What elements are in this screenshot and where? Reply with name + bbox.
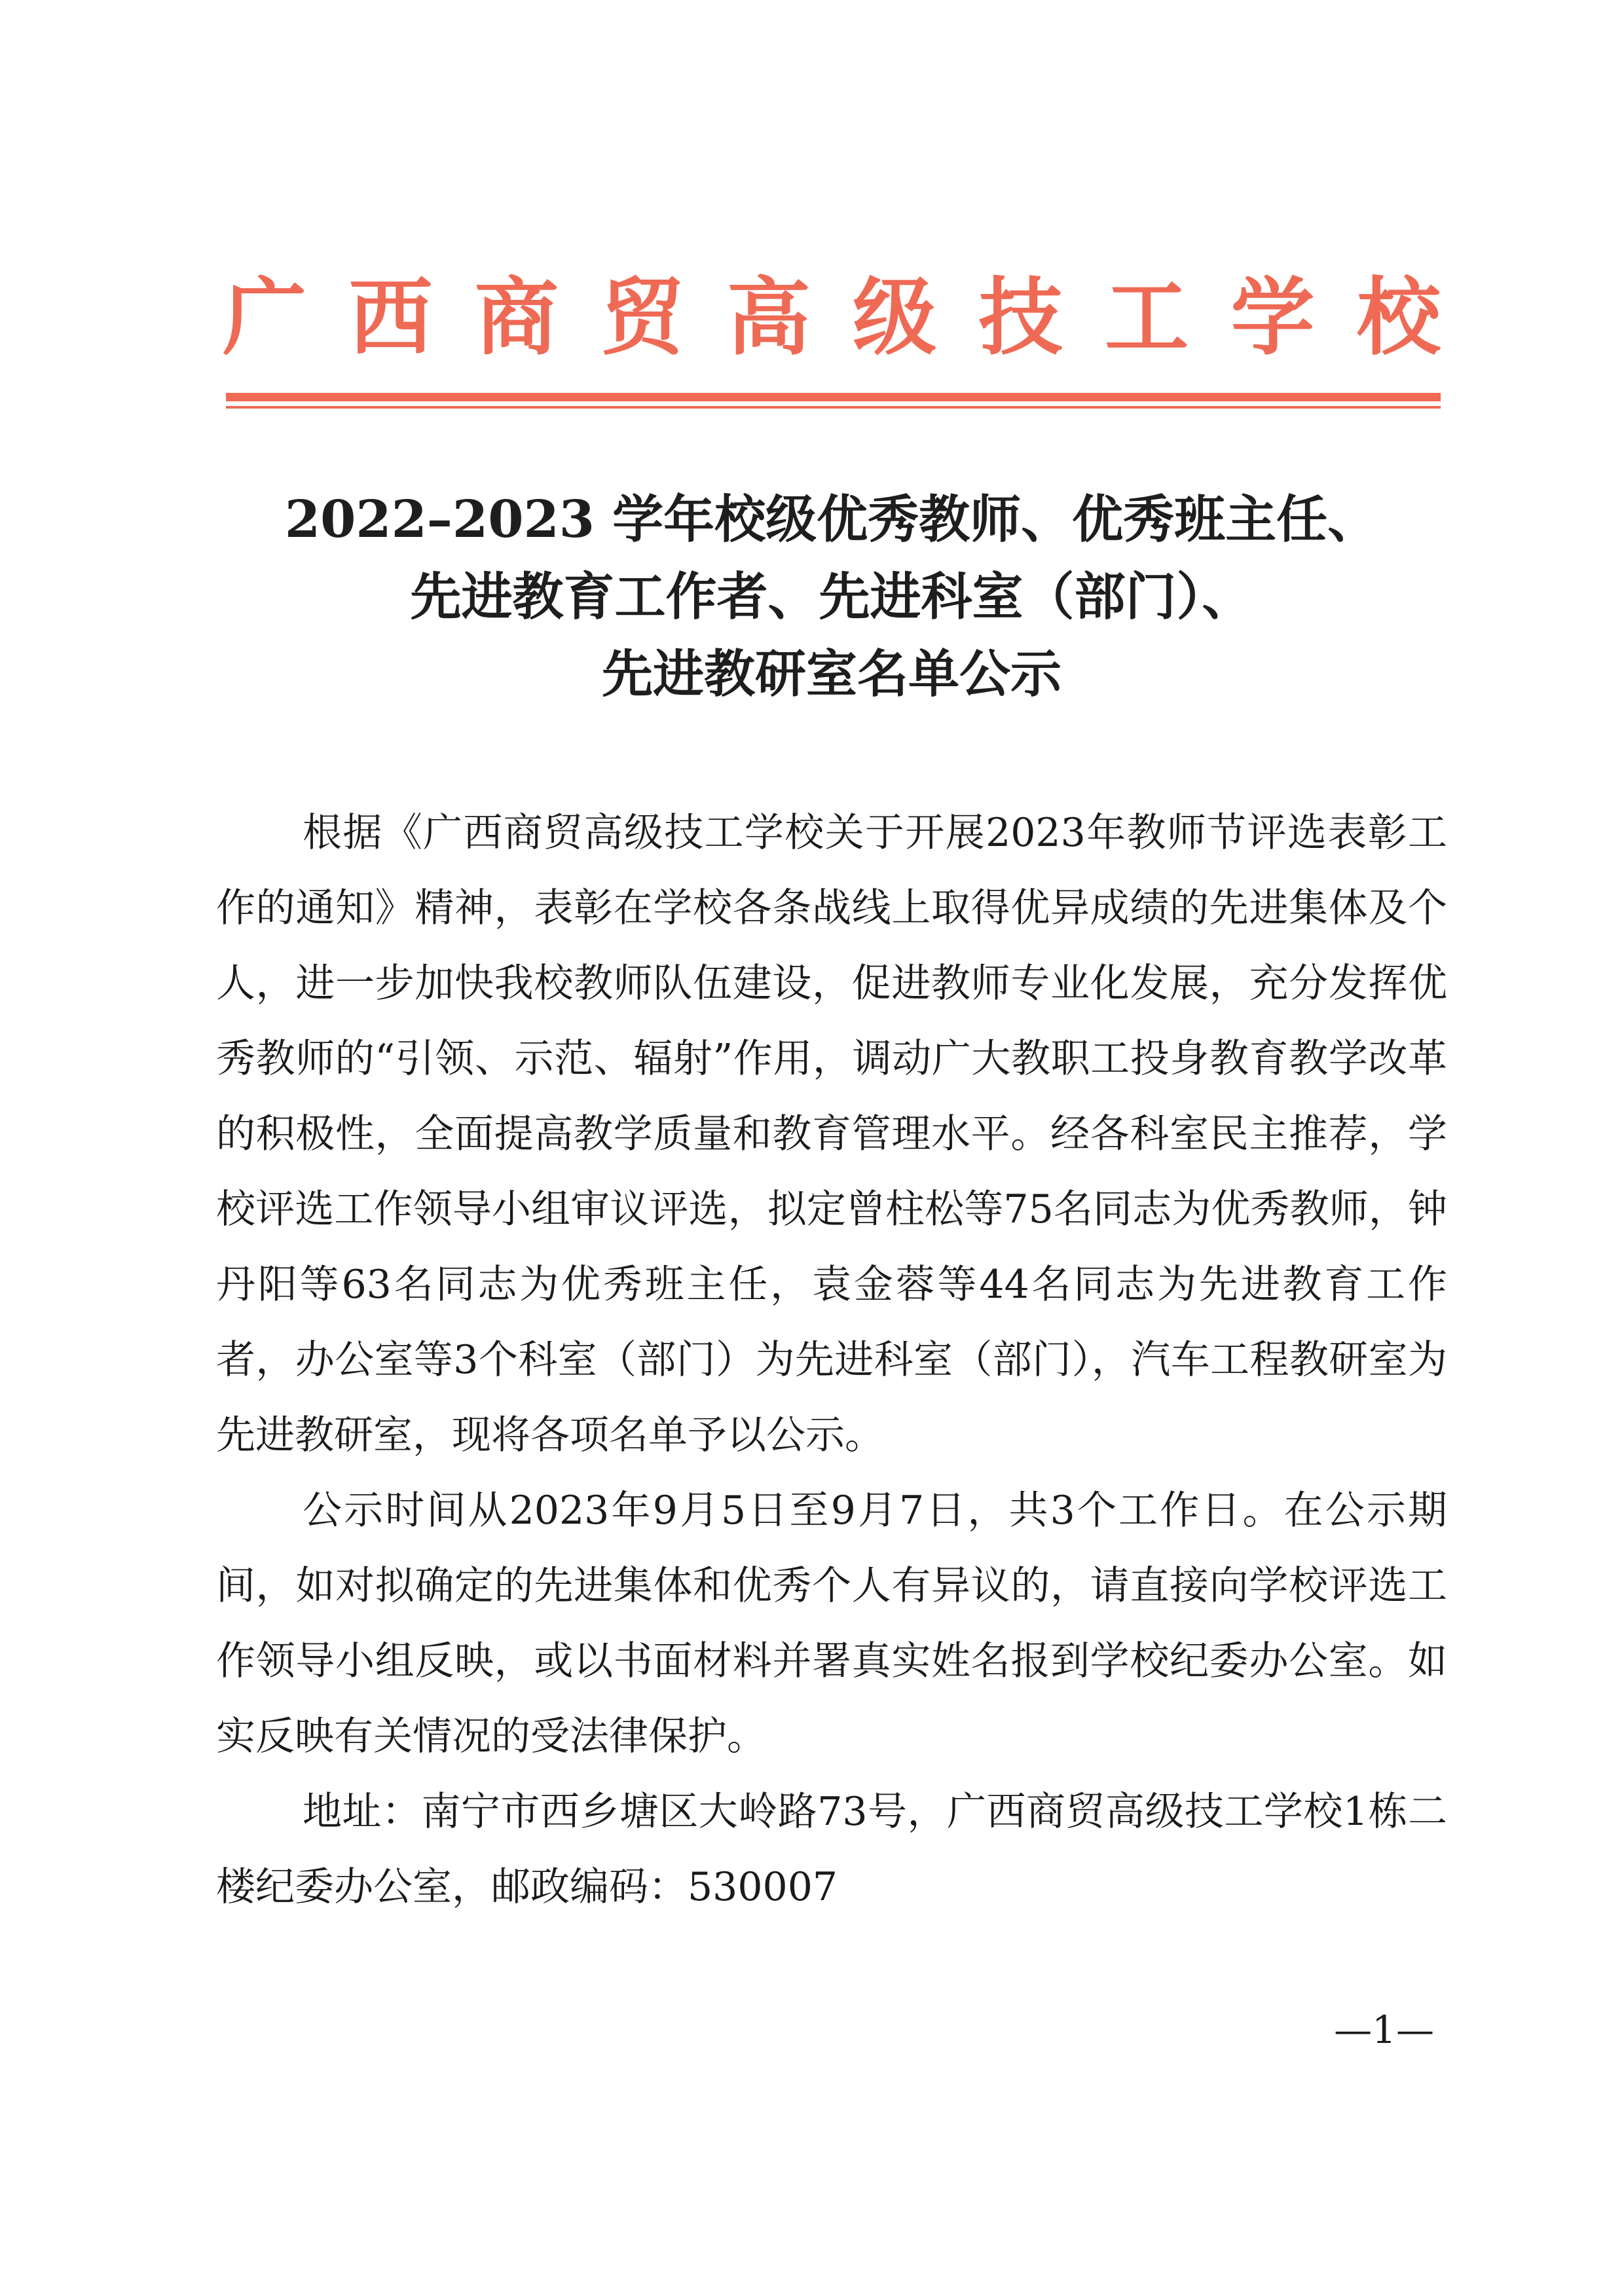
letterhead-char: 学 <box>1230 268 1315 367</box>
letterhead-char: 校 <box>1356 268 1441 367</box>
document-title-line: 先进教育工作者、先进科室（部门）、 <box>410 567 1253 627</box>
letterhead-char: 广 <box>223 268 307 367</box>
document-title-line: 2022–2023 学年校级优秀教师、优秀班主任、 <box>284 490 1379 549</box>
address-paragraph: 地址：南宁市西乡塘区大岭路73号，广西商贸高级技工学校1栋二楼纪委办公室，邮政编码：530007 <box>216 1789 1447 1910</box>
letterhead-divider-thin <box>226 406 1441 409</box>
letterhead-char: 级 <box>853 268 937 367</box>
document-title-line: 先进教研室名单公示 <box>601 644 1061 704</box>
body-paragraph: 根据《广西商贸高级技工学校关于开展2023年教师节评选表彰工作的通知》精神，表彰在学校各条战线上取得优异成绩的先进集体及个人，进一步加快我校教师队伍建设，促进教师专业化发展，充分发挥优秀教师的“引领、示范、辐射”作用，调动广大教职工投身教育教学改革的积极性，全面提高教学质量和教育管理水平。经各科室民主推荐，学校评选工作领导小组审议评选，拟定曾柱松等75名同志为优秀教师，钟丹阳等63名同志为优秀班主任，袁金蓉等44名同志为先进教育工作者，办公室等3个科室（部门）为先进科室（部门），汽车工程教研室为先进教研室，现将各项名单予以公示。 <box>216 810 1447 1458</box>
body-paragraph: 公示时间从2023年9月5日至9月7日，共3个工作日。在公示期间，如对拟确定的先进集体和优秀个人有异议的，请直接向学校评选工作领导小组反映，或以书面材料并署真实姓名报到学校纪委办公室。如实反映有关情况的受法律保护。 <box>216 1488 1447 1759</box>
letterhead-char: 商 <box>474 268 559 367</box>
document-body <box>216 796 1447 1925</box>
letterhead-char: 技 <box>978 268 1063 367</box>
letterhead-char: 西 <box>348 268 433 367</box>
letterhead-char: 贸 <box>600 268 685 367</box>
page-number: —1— <box>1334 2008 1434 2052</box>
letterhead-char: 高 <box>726 268 811 367</box>
letterhead-divider-thick <box>226 393 1441 401</box>
letterhead-char: 工 <box>1105 268 1189 367</box>
document-title <box>216 481 1447 713</box>
school-letterhead <box>223 268 1441 367</box>
